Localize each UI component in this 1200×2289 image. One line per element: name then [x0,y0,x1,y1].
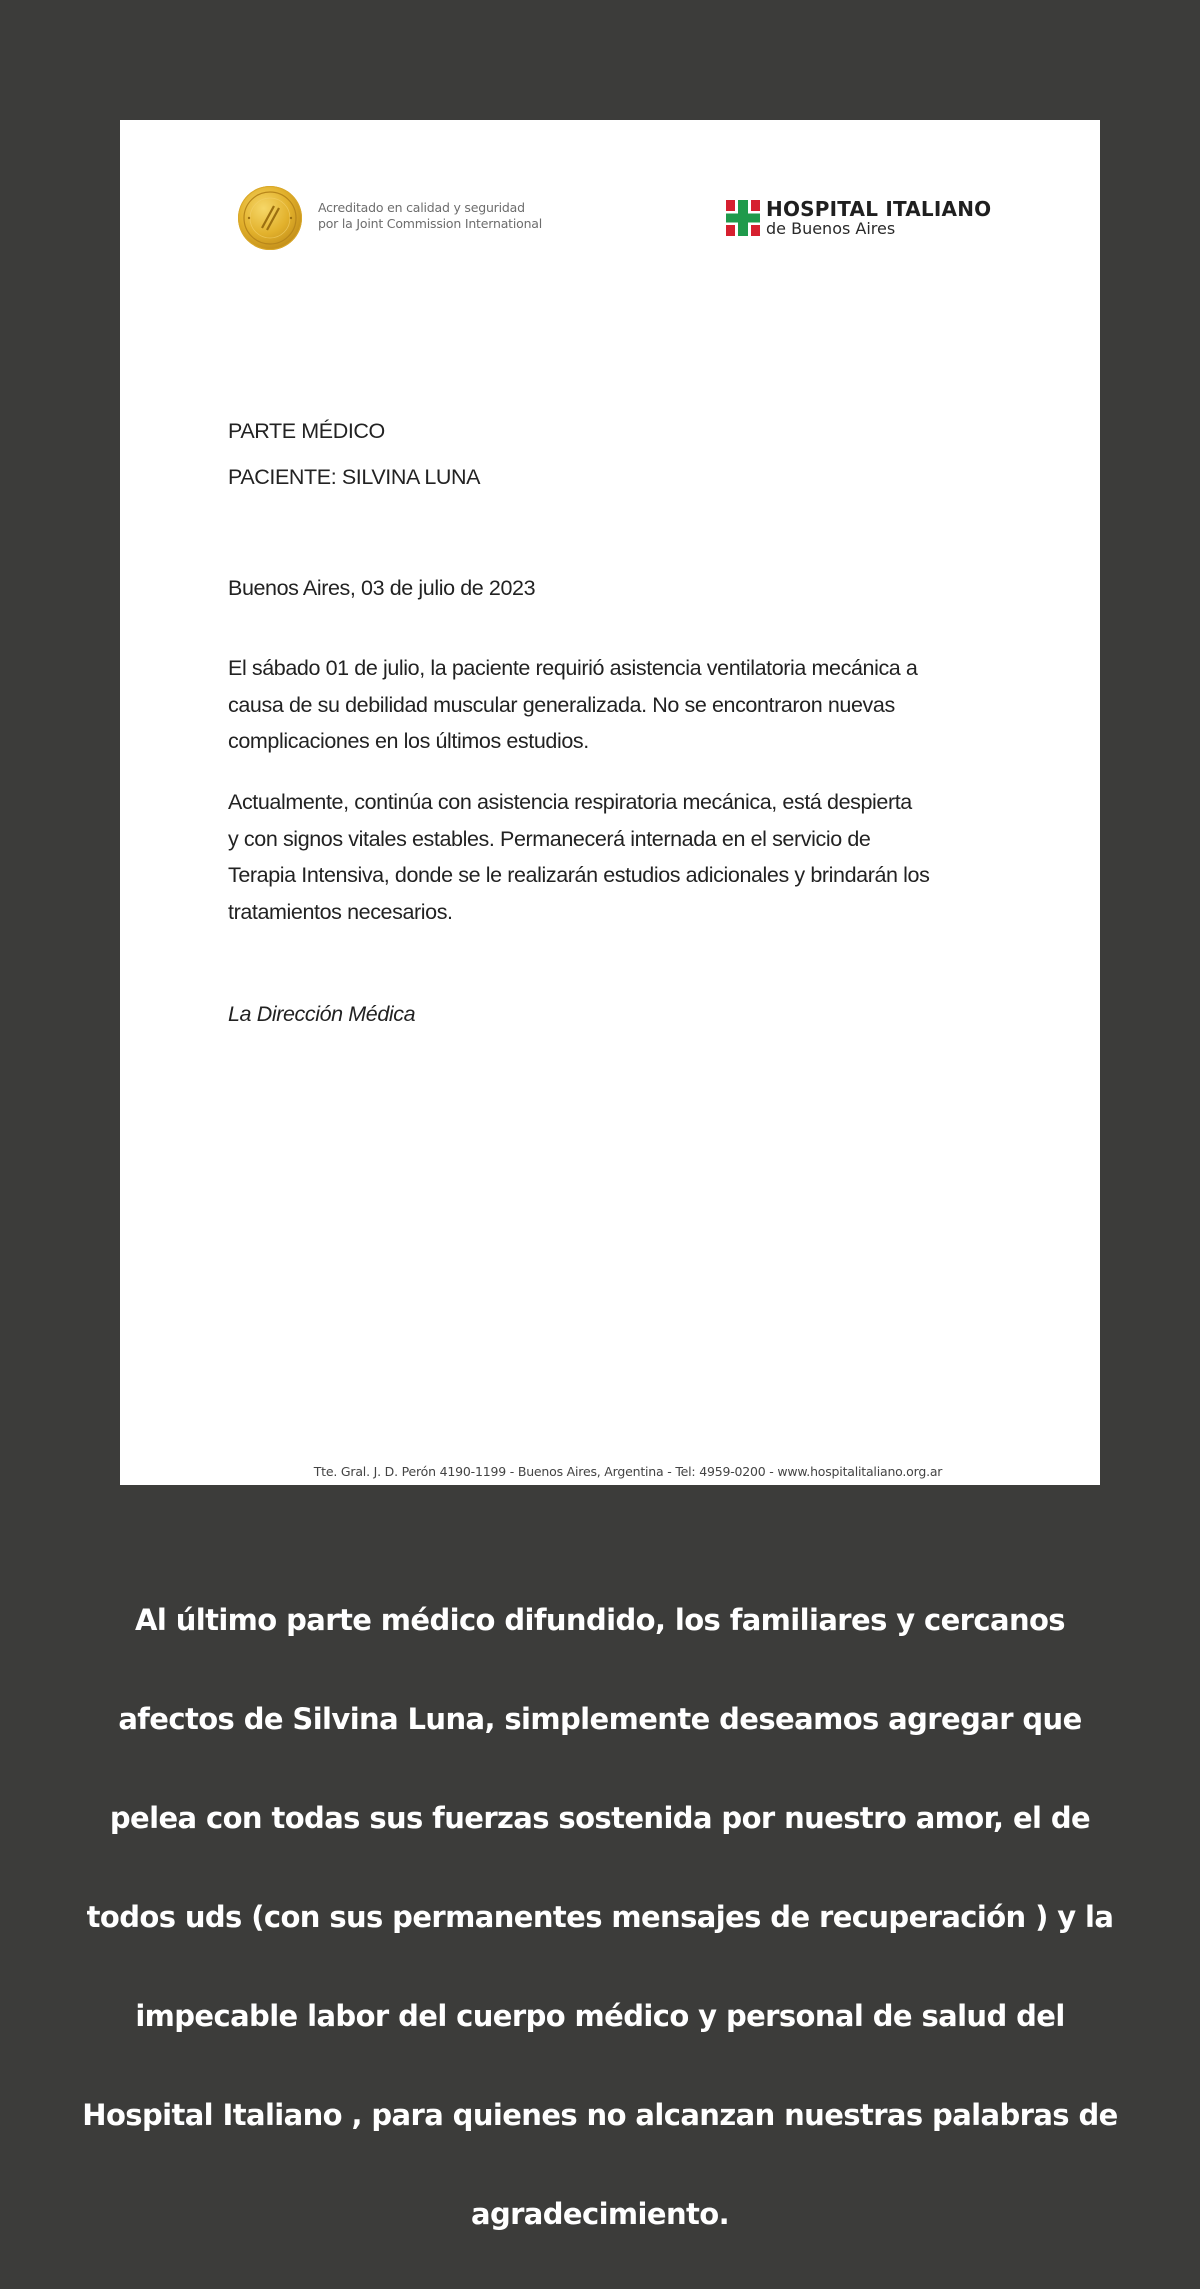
report-title: PARTE MÉDICO [228,419,385,443]
paragraph-2-line: Actualmente, continúa con asistencia respiratoria mecánica, está despierta [228,790,912,814]
hospital-city: de Buenos Aires [766,219,896,238]
medical-report-document [120,120,1100,1485]
hospital-footer-address: Tte. Gral. J. D. Perón 4190-1199 - Buenos Aires, Argentina - Tel: 4959-0200 - www.hospitalitaliano.org.ar [313,1464,943,1479]
report-paragraph-1 [228,650,1028,760]
accreditation-text [318,200,542,232]
paragraph-1-line: El sábado 01 de julio, la paciente requirió asistencia ventilatoria mecánica a [228,656,918,680]
paragraph-2-line: tratamientos necesarios. [228,899,453,924]
caption-line: afectos de Silvina Luna, simplemente deseamos agregar que [118,1701,1082,1736]
caption-line: Hospital Italiano , para quienes no alcanzan nuestras palabras de [82,2097,1118,2132]
hospital-cross-icon [726,200,760,236]
caption-line: todos uds (con sus permanentes mensajes de recuperación ) y la [86,1899,1114,1934]
caption-line: agradecimiento. [470,2196,730,2231]
report-heading [228,408,1028,500]
paragraph-2-line: Terapia Intensiva, donde se le realizarán estudios adicionales y brindarán los [228,863,930,887]
caption-line: impecable labor del cuerpo médico y personal de salud del [135,1998,1065,2033]
joint-commission-seal-icon [238,186,302,250]
report-date: Buenos Aires, 03 de julio de 2023 [228,576,536,600]
caption-line: Al último parte médico difundido, los familiares y cercanos [135,1602,1065,1637]
accreditation-line-2: por la Joint Commission International [318,216,543,231]
report-signature: La Dirección Médica [228,1002,416,1026]
caption-line: pelea con todas sus fuerzas sostenida por nuestro amor, el de [109,1800,1091,1835]
paragraph-1-line: complicaciones en los últimos estudios. [228,729,589,753]
hospital-name: HOSPITAL ITALIANO [766,197,992,221]
paragraph-1-line: causa de su debilidad muscular generalizada. No se encontraron nuevas [228,692,895,717]
paragraph-2-line: y con signos vitales estables. Permanecerá internada en el servicio de [228,826,871,851]
report-paragraph-2 [228,784,1028,930]
family-message-caption [20,1546,1180,2289]
accreditation-line-1: Acreditado en calidad y seguridad [318,200,525,215]
patient-name: PACIENTE: SILVINA LUNA [228,465,481,489]
